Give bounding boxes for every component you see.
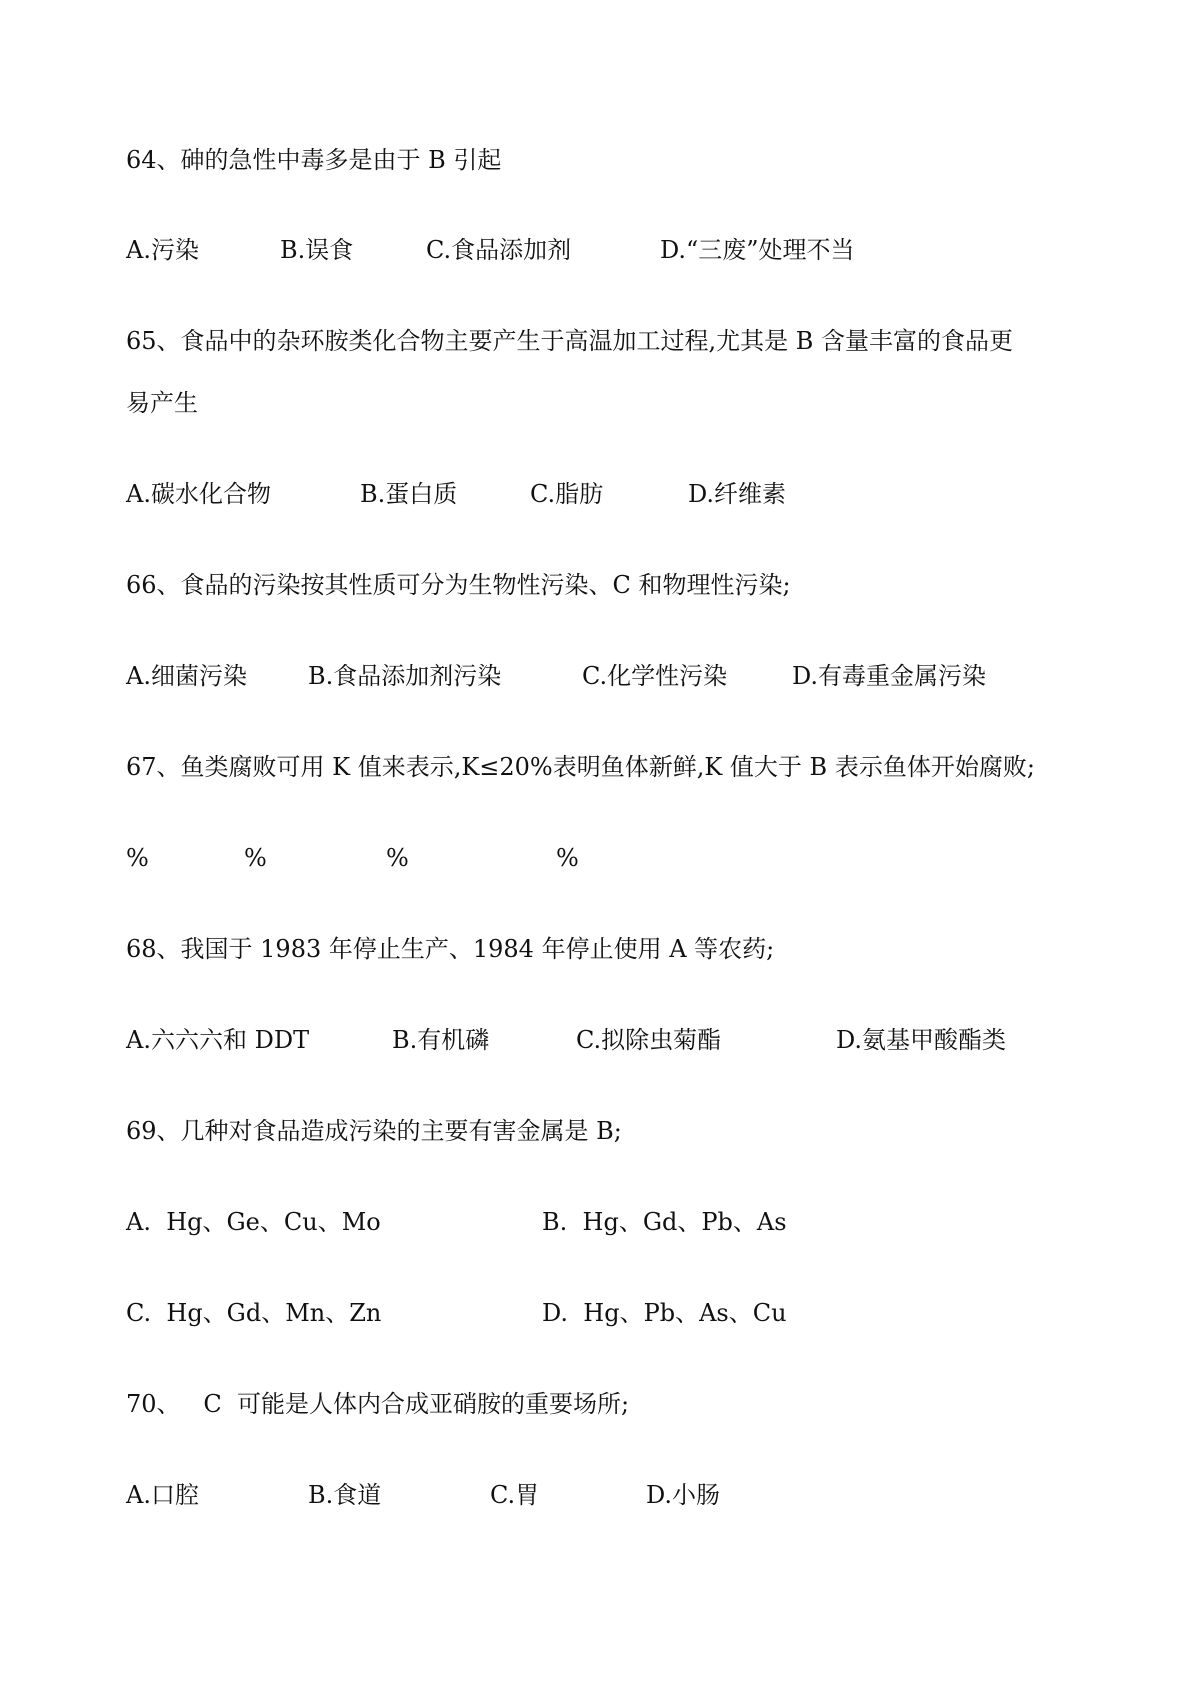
question-68-option-c: C.拟除虫菊酯 [576, 1026, 722, 1054]
question-70-stem: 70、 C 可能是人体内合成亚硝胺的重要场所; [126, 1390, 630, 1418]
question-65-stem-line-1: 65、食品中的杂环胺类化合物主要产生于高温加工过程,尤其是 B 含量丰富的食品更 [126, 327, 1014, 355]
question-68-option-d: D.氨基甲酸酯类 [836, 1026, 1007, 1054]
question-67-option-b: % [244, 844, 267, 872]
question-66-option-c: C.化学性污染 [582, 662, 728, 690]
question-67-option-a: % [126, 844, 149, 872]
question-69-option-c: C. Hg、Gd、Mn、Zn [126, 1299, 382, 1327]
question-68-option-b: B.有机磷 [392, 1026, 490, 1054]
question-65-stem-line-2: 易产生 [126, 389, 198, 417]
question-69-option-d: D. Hg、Pb、As、Cu [542, 1299, 787, 1327]
question-64-option-b: B.误食 [280, 236, 354, 264]
question-67-option-d: % [556, 844, 579, 872]
question-68-option-a: A.六六六和 DDT [126, 1026, 310, 1054]
question-65-option-b: B.蛋白质 [360, 480, 458, 508]
question-65-option-a: A.碳水化合物 [126, 480, 271, 508]
question-64-option-a: A.污染 [126, 236, 199, 264]
question-70-option-a: A.口腔 [126, 1481, 199, 1509]
question-66-stem: 66、食品的污染按其性质可分为生物性污染、C 和物理性污染; [126, 571, 791, 599]
question-64-option-d: D.“三废”处理不当 [660, 236, 855, 264]
question-66-option-d: D.有毒重金属污染 [792, 662, 987, 690]
question-65-option-d: D.纤维素 [688, 480, 787, 508]
question-64-option-c: C.食品添加剂 [426, 236, 572, 264]
question-68-stem: 68、我国于 1983 年停止生产、1984 年停止使用 A 等农药; [126, 935, 775, 963]
question-70-option-c: C.胃 [490, 1481, 540, 1509]
question-66-option-b: B.食品添加剂污染 [308, 662, 502, 690]
question-69-option-a: A. Hg、Ge、Cu、Mo [126, 1208, 381, 1236]
question-70-option-d: D.小肠 [646, 1481, 721, 1509]
question-66-option-a: A.细菌污染 [126, 662, 247, 690]
question-69-stem: 69、几种对食品造成污染的主要有害金属是 B; [126, 1117, 622, 1145]
question-69-option-b: B. Hg、Gd、Pb、As [542, 1208, 787, 1236]
question-67-stem: 67、鱼类腐败可用 K 值来表示,K≤20%表明鱼体新鲜,K 值大于 B 表示鱼体开始腐败; [126, 753, 1035, 781]
question-70-option-b: B.食道 [308, 1481, 382, 1509]
question-67-option-c: % [386, 844, 409, 872]
question-64-stem: 64、砷的急性中毒多是由于 B 引起 [126, 146, 502, 174]
question-65-option-c: C.脂肪 [530, 480, 604, 508]
